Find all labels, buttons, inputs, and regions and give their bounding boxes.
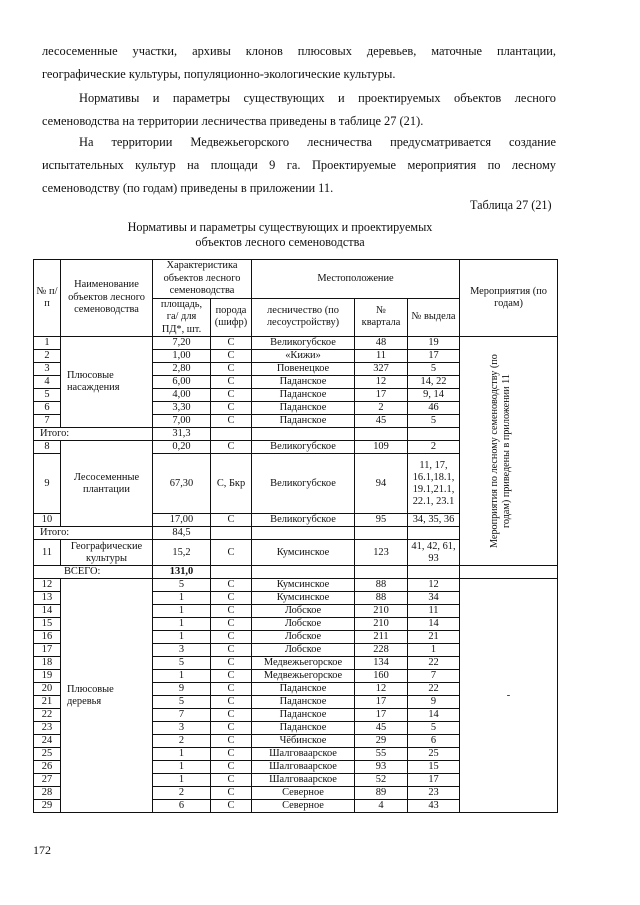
cell-district: Кумсинское — [252, 540, 355, 566]
table-row — [34, 579, 558, 592]
cell-quarter: 12 — [355, 683, 408, 696]
cell-num: 7 — [34, 415, 61, 428]
table-title — [120, 220, 440, 250]
cell-num: 6 — [34, 402, 61, 415]
cell-quarter: 88 — [355, 592, 408, 605]
cell-species: С — [211, 389, 252, 402]
empty-cell — [355, 527, 408, 540]
text-line: лесосеменные участки, архивы клонов плюсовых деревьев, маточные плантации, — [42, 44, 556, 58]
cell-species: С — [211, 735, 252, 748]
header-name: Наименование объектов лесного семеноводства — [61, 260, 153, 337]
cell-species: С — [211, 696, 252, 709]
paragraph-2 — [42, 87, 556, 133]
cell-num: 25 — [34, 748, 61, 761]
cell-species: С — [211, 683, 252, 696]
cell-num: 18 — [34, 657, 61, 670]
empty-cell — [408, 566, 460, 579]
cell-area: 1 — [153, 631, 211, 644]
cell-species: С — [211, 605, 252, 618]
cell-district: Паданское — [252, 376, 355, 389]
cell-num: 15 — [34, 618, 61, 631]
cell-district: Шалговаарское — [252, 761, 355, 774]
cell-species: С — [211, 618, 252, 631]
empty-cell — [252, 566, 355, 579]
cell-plot: 14 — [408, 618, 460, 631]
cell-district: Великогубское — [252, 337, 355, 350]
cell-species: С — [211, 787, 252, 800]
text-line: На территории Медвежьегорского лесничества предусматривается создание — [79, 135, 556, 149]
cell-district: Паданское — [252, 415, 355, 428]
header-measures: Мероприятия (по годам) — [460, 260, 558, 337]
cell-num: 14 — [34, 605, 61, 618]
cell-area: 0,20 — [153, 441, 211, 454]
empty-cell — [252, 428, 355, 441]
cell-district: Паданское — [252, 389, 355, 402]
cell-district: Шалговаарское — [252, 774, 355, 787]
cell-area: 3,30 — [153, 402, 211, 415]
cell-quarter: 134 — [355, 657, 408, 670]
cell-species: С — [211, 363, 252, 376]
cell-area: 1 — [153, 761, 211, 774]
text-line: географические культуры, популяционно-экологические культуры. — [42, 67, 396, 81]
cell-quarter: 4 — [355, 800, 408, 813]
cell-quarter: 88 — [355, 579, 408, 592]
cell-num: 19 — [34, 670, 61, 683]
cell-area: 1 — [153, 774, 211, 787]
cell-area: 7,20 — [153, 337, 211, 350]
total-label: Итого: — [34, 527, 153, 540]
cell-district: Паданское — [252, 709, 355, 722]
cell-plot: 5 — [408, 415, 460, 428]
cell-plot: 23 — [408, 787, 460, 800]
cell-quarter: 55 — [355, 748, 408, 761]
empty-cell — [252, 527, 355, 540]
cell-district: Лобское — [252, 605, 355, 618]
cell-num: 10 — [34, 514, 61, 527]
cell-area: 1 — [153, 618, 211, 631]
cell-area: 67,30 — [153, 454, 211, 514]
grand-total-value: 131,0 — [153, 566, 211, 579]
cell-plot: 25 — [408, 748, 460, 761]
cell-species: С — [211, 800, 252, 813]
cell-species: С — [211, 540, 252, 566]
cell-quarter: 17 — [355, 389, 408, 402]
cell-plot: 2 — [408, 441, 460, 454]
paragraph-3 — [42, 131, 556, 200]
cell-quarter: 12 — [355, 376, 408, 389]
group-seed-plantations: Лесосеменные плантации — [61, 441, 153, 527]
cell-num: 13 — [34, 592, 61, 605]
header-species: порода (шифр) — [211, 298, 252, 337]
cell-district: Паданское — [252, 402, 355, 415]
cell-species: С — [211, 441, 252, 454]
cell-quarter: 95 — [355, 514, 408, 527]
group-plus-stands: Плюсовые насаждения — [61, 337, 153, 428]
cell-district: Великогубское — [252, 454, 355, 514]
cell-species: С — [211, 670, 252, 683]
table-title-line: объектов лесного семеноводства — [195, 235, 365, 249]
cell-area: 1,00 — [153, 350, 211, 363]
cell-area: 2 — [153, 787, 211, 800]
header-location: Местоположение — [252, 260, 460, 299]
cell-district: Чёбинское — [252, 735, 355, 748]
page-number: 172 — [33, 843, 51, 857]
cell-plot: 21 — [408, 631, 460, 644]
cell-plot: 11, 17, 16.1,18.1, 19.1,21.1, 22.1, 23.1 — [408, 454, 460, 514]
cell-num: 26 — [34, 761, 61, 774]
cell-num: 9 — [34, 454, 61, 514]
cell-species: С — [211, 709, 252, 722]
cell-quarter: 29 — [355, 735, 408, 748]
cell-area: 7,00 — [153, 415, 211, 428]
cell-district: Лобское — [252, 618, 355, 631]
cell-district: Медвежьегорское — [252, 670, 355, 683]
cell-quarter: 123 — [355, 540, 408, 566]
cell-quarter: 210 — [355, 605, 408, 618]
header-num: № п/п — [34, 260, 61, 337]
cell-area: 5 — [153, 696, 211, 709]
cell-num: 11 — [34, 540, 61, 566]
header-district: лесничество (по лесоустройству) — [252, 298, 355, 337]
cell-plot: 22 — [408, 657, 460, 670]
cell-district: Медвежьегорское — [252, 657, 355, 670]
cell-plot: 22 — [408, 683, 460, 696]
cell-plot: 15 — [408, 761, 460, 774]
empty-cell — [211, 428, 252, 441]
cell-district: Паданское — [252, 722, 355, 735]
cell-species: С — [211, 748, 252, 761]
text-line: семеноводства на территории лесничества приведены в таблице 27 (21). — [42, 114, 424, 128]
cell-district: Кумсинское — [252, 579, 355, 592]
cell-area: 6 — [153, 800, 211, 813]
cell-plot: 9, 14 — [408, 389, 460, 402]
cell-district: Северное — [252, 787, 355, 800]
table-row — [34, 337, 558, 350]
cell-plot: 19 — [408, 337, 460, 350]
cell-num: 22 — [34, 709, 61, 722]
cell-district: Кумсинское — [252, 592, 355, 605]
cell-num: 2 — [34, 350, 61, 363]
cell-species: С — [211, 657, 252, 670]
cell-species: С — [211, 774, 252, 787]
cell-quarter: 17 — [355, 709, 408, 722]
cell-quarter: 211 — [355, 631, 408, 644]
cell-species: С — [211, 514, 252, 527]
group-plus-trees: Плюсовые деревья — [61, 579, 153, 813]
cell-plot: 11 — [408, 605, 460, 618]
paragraph-1 — [42, 40, 556, 86]
cell-area: 15,2 — [153, 540, 211, 566]
cell-district: «Кижи» — [252, 350, 355, 363]
grand-total-row — [34, 566, 558, 579]
measures-note: Мероприятия по лесному семеноводству (по годам) приведены в приложении 11 — [488, 354, 512, 548]
cell-num: 4 — [34, 376, 61, 389]
cell-quarter: 45 — [355, 722, 408, 735]
cell-area: 3 — [153, 722, 211, 735]
cell-plot: 14, 22 — [408, 376, 460, 389]
cell-area: 2 — [153, 735, 211, 748]
cell-quarter: 52 — [355, 774, 408, 787]
cell-quarter: 11 — [355, 350, 408, 363]
cell-species: С — [211, 376, 252, 389]
seed-objects-table — [33, 259, 558, 813]
cell-area: 17,00 — [153, 514, 211, 527]
total-label: Итого: — [34, 428, 153, 441]
empty-cell — [408, 527, 460, 540]
group-geo-cultures: Географические культуры — [61, 540, 153, 566]
text-line: Нормативы и параметры существующих и проектируемых объектов лесного — [79, 91, 556, 105]
empty-cell — [355, 428, 408, 441]
cell-quarter: 2 — [355, 402, 408, 415]
cell-species: С — [211, 761, 252, 774]
cell-district: Лобское — [252, 631, 355, 644]
header-characteristic: Характеристика объектов лесного семеноводства — [153, 260, 252, 299]
cell-species: С — [211, 592, 252, 605]
cell-quarter: 160 — [355, 670, 408, 683]
cell-area: 3 — [153, 644, 211, 657]
cell-species: С — [211, 644, 252, 657]
cell-district: Северное — [252, 800, 355, 813]
cell-district: Повенецкое — [252, 363, 355, 376]
cell-district: Великогубское — [252, 441, 355, 454]
cell-area: 2,80 — [153, 363, 211, 376]
cell-num: 1 — [34, 337, 61, 350]
cell-quarter: 210 — [355, 618, 408, 631]
measures-note-cell — [460, 337, 558, 566]
cell-area: 9 — [153, 683, 211, 696]
empty-cell — [408, 428, 460, 441]
cell-plot: 43 — [408, 800, 460, 813]
table-label: Таблица 27 (21) — [470, 198, 552, 212]
cell-num: 23 — [34, 722, 61, 735]
cell-area: 1 — [153, 748, 211, 761]
cell-num: 16 — [34, 631, 61, 644]
cell-species: С — [211, 631, 252, 644]
empty-cell — [355, 566, 408, 579]
cell-num: 5 — [34, 389, 61, 402]
cell-num: 3 — [34, 363, 61, 376]
measures-dash: - — [460, 579, 558, 813]
empty-cell — [211, 566, 252, 579]
cell-quarter: 109 — [355, 441, 408, 454]
cell-species: С — [211, 415, 252, 428]
cell-quarter: 94 — [355, 454, 408, 514]
cell-plot: 14 — [408, 709, 460, 722]
cell-plot: 34, 35, 36 — [408, 514, 460, 527]
cell-quarter: 45 — [355, 415, 408, 428]
cell-district: Паданское — [252, 696, 355, 709]
cell-num: 24 — [34, 735, 61, 748]
cell-plot: 17 — [408, 774, 460, 787]
cell-species: С — [211, 402, 252, 415]
cell-plot: 6 — [408, 735, 460, 748]
cell-area: 6,00 — [153, 376, 211, 389]
cell-plot: 46 — [408, 402, 460, 415]
text-line: семеноводству (по годам) приведены в приложении 11. — [42, 181, 334, 195]
cell-num: 12 — [34, 579, 61, 592]
cell-area: 7 — [153, 709, 211, 722]
empty-cell — [211, 527, 252, 540]
cell-num: 27 — [34, 774, 61, 787]
grand-total-label: ВСЕГО: — [34, 566, 153, 579]
cell-plot: 9 — [408, 696, 460, 709]
empty-cell — [460, 566, 558, 579]
cell-num: 28 — [34, 787, 61, 800]
cell-area: 5 — [153, 657, 211, 670]
cell-species: С — [211, 337, 252, 350]
cell-species: С, Бкр — [211, 454, 252, 514]
table-title-line: Нормативы и параметры существующих и проектируемых — [127, 220, 433, 234]
cell-quarter: 48 — [355, 337, 408, 350]
cell-plot: 34 — [408, 592, 460, 605]
header-area: площадь, га/ для ПД*, шт. — [153, 298, 211, 337]
text-line: испытательных культур на площади 9 га. Проектируемые мероприятия по лесному — [42, 158, 556, 172]
cell-area: 1 — [153, 670, 211, 683]
total-value: 31,3 — [153, 428, 211, 441]
cell-district: Паданское — [252, 683, 355, 696]
header-plot: № выдела — [408, 298, 460, 337]
cell-area: 4,00 — [153, 389, 211, 402]
cell-district: Великогубское — [252, 514, 355, 527]
cell-plot: 7 — [408, 670, 460, 683]
cell-plot: 12 — [408, 579, 460, 592]
cell-plot: 1 — [408, 644, 460, 657]
cell-num: 29 — [34, 800, 61, 813]
total-value: 84,5 — [153, 527, 211, 540]
cell-plot: 41, 42, 61, 93 — [408, 540, 460, 566]
cell-district: Лобское — [252, 644, 355, 657]
cell-area: 5 — [153, 579, 211, 592]
cell-plot: 17 — [408, 350, 460, 363]
cell-plot: 5 — [408, 363, 460, 376]
cell-num: 17 — [34, 644, 61, 657]
cell-quarter: 93 — [355, 761, 408, 774]
cell-num: 8 — [34, 441, 61, 454]
cell-species: С — [211, 579, 252, 592]
header-quarter: № квартала — [355, 298, 408, 337]
cell-quarter: 89 — [355, 787, 408, 800]
cell-num: 21 — [34, 696, 61, 709]
cell-district: Шалговаарское — [252, 748, 355, 761]
cell-species: С — [211, 350, 252, 363]
cell-quarter: 327 — [355, 363, 408, 376]
cell-num: 20 — [34, 683, 61, 696]
cell-quarter: 17 — [355, 696, 408, 709]
cell-species: С — [211, 722, 252, 735]
cell-area: 1 — [153, 605, 211, 618]
cell-area: 1 — [153, 592, 211, 605]
cell-quarter: 228 — [355, 644, 408, 657]
cell-plot: 5 — [408, 722, 460, 735]
